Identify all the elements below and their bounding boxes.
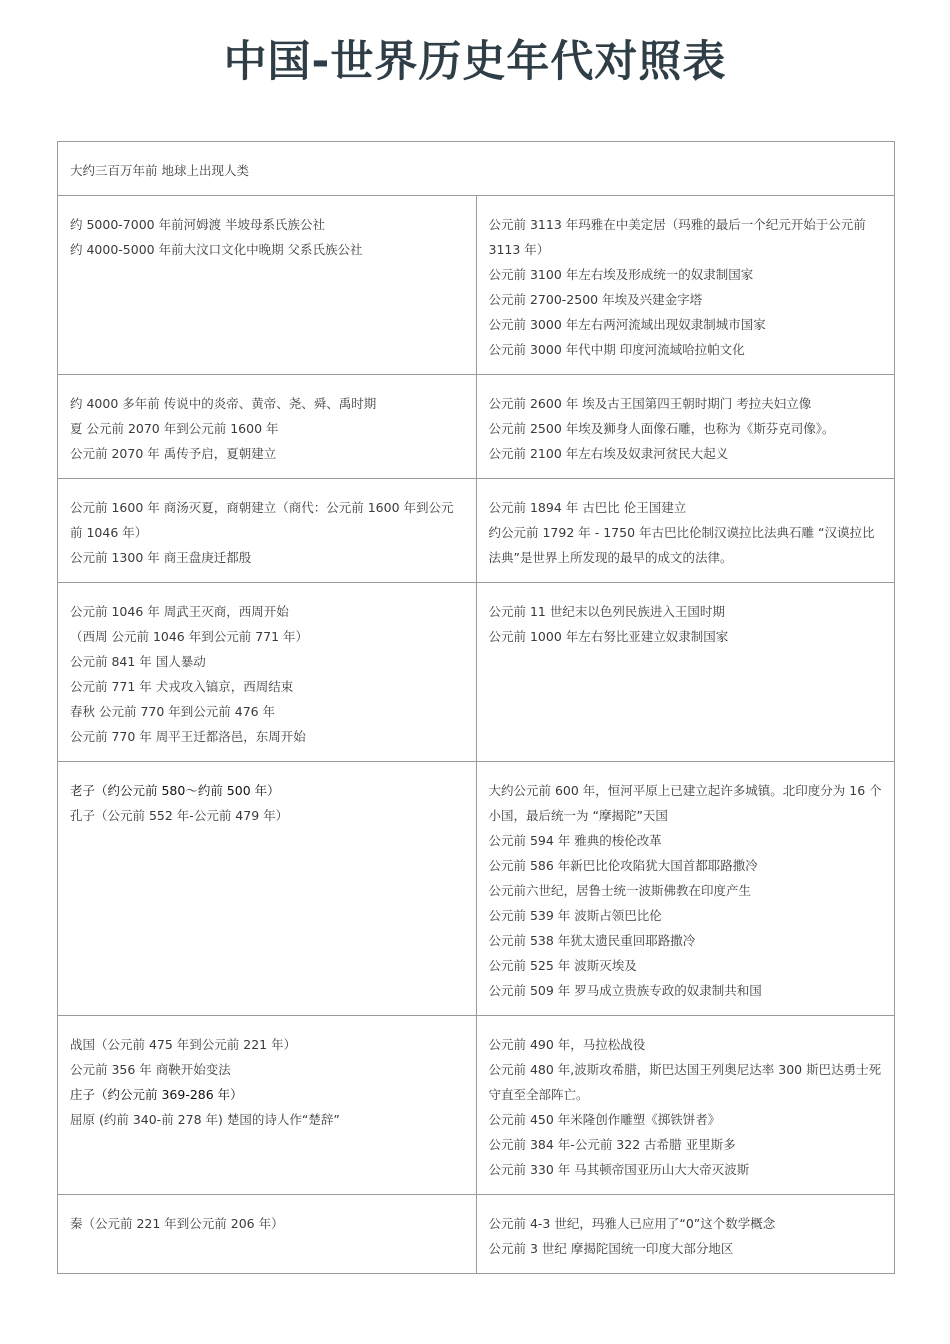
china-history-cell bbox=[58, 479, 477, 583]
timeline-entry: 大约公元前 600 年，恒河平原上已建立起许多城镇。北印度分为 16 个小国，最后统一为 “摩揭陀”天国 bbox=[488, 783, 882, 823]
timeline-entry: 公元前 356 年 商鞅开始变法 bbox=[70, 1062, 231, 1077]
world-history-cell bbox=[476, 583, 895, 762]
history-timeline-table bbox=[57, 141, 895, 1274]
timeline-entry: 公元前 2500 年埃及狮身人面像石雕，也称为《斯芬克司像》。 bbox=[488, 421, 835, 436]
timeline-entry: 公元前 330 年 马其顿帝国亚历山大大帝灭波斯 bbox=[488, 1162, 750, 1177]
timeline-entry: 公元前 3000 年代中期 印度河流域哈拉帕文化 bbox=[488, 342, 745, 357]
timeline-entry: 公元前 490 年，马拉松战役 bbox=[488, 1037, 646, 1052]
timeline-entry: 春秋 公元前 770 年到公元前 476 年 bbox=[70, 704, 276, 719]
timeline-entry: 公元前 450 年米隆创作雕塑《掷铁饼者》 bbox=[488, 1112, 721, 1127]
timeline-entry: 约 4000-5000 年前大汶口文化中晚期 父系氏族公社 bbox=[70, 242, 363, 257]
timeline-entry: 公元前 2700-2500 年埃及兴建金字塔 bbox=[488, 292, 703, 307]
timeline-entry: 公元前 11 世纪末以色列民族进入王国时期 bbox=[488, 604, 725, 619]
world-history-cell bbox=[476, 1016, 895, 1195]
timeline-entry: 战国（公元前 475 年到公元前 221 年） bbox=[70, 1037, 297, 1052]
timeline-entry: 公元前 1300 年 商王盘庚迁都殷 bbox=[70, 550, 252, 565]
timeline-entry: 公元前 3113 年玛雅在中美定居（玛雅的最后一个纪元开始于公元前 3113 年） bbox=[488, 217, 866, 257]
timeline-entry: 公元前 2070 年 禹传予启，夏朝建立 bbox=[70, 446, 277, 461]
timeline-entry: 庄子（约公元前 369-286 年） bbox=[70, 1087, 243, 1102]
timeline-entry: 公元前 1894 年 古巴比 伦王国建立 bbox=[488, 500, 687, 515]
timeline-entry: 公元前 1046 年 周武王灭商，西周开始 bbox=[70, 604, 289, 619]
timeline-entry: 老子（约公元前 580～约前 500 年） bbox=[70, 783, 280, 798]
world-history-cell bbox=[476, 762, 895, 1016]
table-row bbox=[58, 375, 895, 479]
table-row bbox=[58, 196, 895, 375]
timeline-entry: 约 4000 多年前 传说中的炎帝、黄帝、尧、舜、禹时期 bbox=[70, 396, 377, 411]
china-history-cell bbox=[58, 375, 477, 479]
timeline-entry: 秦（公元前 221 年到公元前 206 年） bbox=[70, 1216, 284, 1231]
timeline-entry: 公元前 3 世纪 摩揭陀国统一印度大部分地区 bbox=[488, 1241, 734, 1256]
timeline-entry: 公元前 480 年,波斯攻希腊，斯巴达国王列奥尼达率 300 斯巴达勇士死守直至全部阵亡。 bbox=[488, 1062, 882, 1102]
world-history-cell bbox=[476, 375, 895, 479]
timeline-entry: 屈原 (约前 340-前 278 年) 楚国的诗人作“楚辞” bbox=[70, 1112, 340, 1127]
timeline-entry: 公元前 3000 年左右两河流域出现奴隶制城市国家 bbox=[488, 317, 766, 332]
china-history-cell bbox=[58, 762, 477, 1016]
timeline-entry: 大约三百万年前 地球上出现人类 bbox=[70, 163, 249, 178]
timeline-entry: 公元前 4-3 世纪，玛雅人已应用了“0”这个数学概念 bbox=[488, 1216, 776, 1231]
timeline-entry: 公元前 2600 年 埃及古王国第四王朝时期门 考拉夫妇立像 bbox=[488, 396, 812, 411]
timeline-entry: 公元前 539 年 波斯占领巴比伦 bbox=[488, 908, 662, 923]
timeline-entry: 公元前 538 年犹太遗民重回耶路撒冷 bbox=[488, 933, 696, 948]
table-row bbox=[58, 762, 895, 1016]
china-history-cell bbox=[58, 196, 477, 375]
timeline-entry: 公元前 841 年 国人暴动 bbox=[70, 654, 206, 669]
timeline-entry: 公元前 1000 年左右努比亚建立奴隶制国家 bbox=[488, 629, 729, 644]
timeline-entry: 公元前 509 年 罗马成立贵族专政的奴隶制共和国 bbox=[488, 983, 762, 998]
table-row bbox=[58, 479, 895, 583]
page-title: 中国-世界历史年代对照表 bbox=[223, 37, 727, 87]
timeline-entry: （西周 公元前 1046 年到公元前 771 年） bbox=[70, 629, 309, 644]
timeline-entry: 公元前六世纪，居鲁士统一波斯佛教在印度产生 bbox=[488, 883, 752, 898]
china-history-cell bbox=[58, 1195, 477, 1274]
timeline-entry: 公元前 384 年-公元前 322 古希腊 亚里斯多 bbox=[488, 1137, 736, 1152]
table-row bbox=[58, 1195, 895, 1274]
world-history-cell bbox=[476, 196, 895, 375]
table-row bbox=[58, 1016, 895, 1195]
timeline-entry: 约公元前 1792 年 - 1750 年古巴比伦制汉谟拉比法典石雕 “汉谟拉比法典”是世界上所发现的最早的成文的法律。 bbox=[488, 525, 875, 565]
table-row bbox=[58, 142, 895, 196]
timeline-entry: 公元前 525 年 波斯灭埃及 bbox=[488, 958, 637, 973]
timeline-entry: 公元前 1600 年 商汤灭夏，商朝建立（商代：公元前 1600 年到公元前 1046 年） bbox=[70, 500, 454, 540]
world-history-cell bbox=[476, 479, 895, 583]
timeline-entry: 公元前 770 年 周平王迁都洛邑，东周开始 bbox=[70, 729, 306, 744]
timeline-entry: 约 5000-7000 年前河姆渡 半坡母系氏族公社 bbox=[70, 217, 326, 232]
timeline-entry: 公元前 2100 年左右埃及奴隶河贫民大起义 bbox=[488, 446, 729, 461]
timeline-entry: 孔子（公元前 552 年-公元前 479 年） bbox=[70, 808, 289, 823]
timeline-entry: 公元前 771 年 犬戎攻入镐京，西周结束 bbox=[70, 679, 294, 694]
china-history-cell bbox=[58, 1016, 477, 1195]
table-row bbox=[58, 583, 895, 762]
timeline-entry: 夏 公元前 2070 年到公元前 1600 年 bbox=[70, 421, 279, 436]
timeline-entry: 公元前 594 年 雅典的梭伦改革 bbox=[488, 833, 662, 848]
table-cell-full bbox=[58, 142, 895, 196]
timeline-entry: 公元前 586 年新巴比伦攻陷犹大国首都耶路撒冷 bbox=[488, 858, 758, 873]
timeline-entry: 公元前 3100 年左右埃及形成统一的奴隶制国家 bbox=[488, 267, 754, 282]
world-history-cell bbox=[476, 1195, 895, 1274]
china-history-cell bbox=[58, 583, 477, 762]
